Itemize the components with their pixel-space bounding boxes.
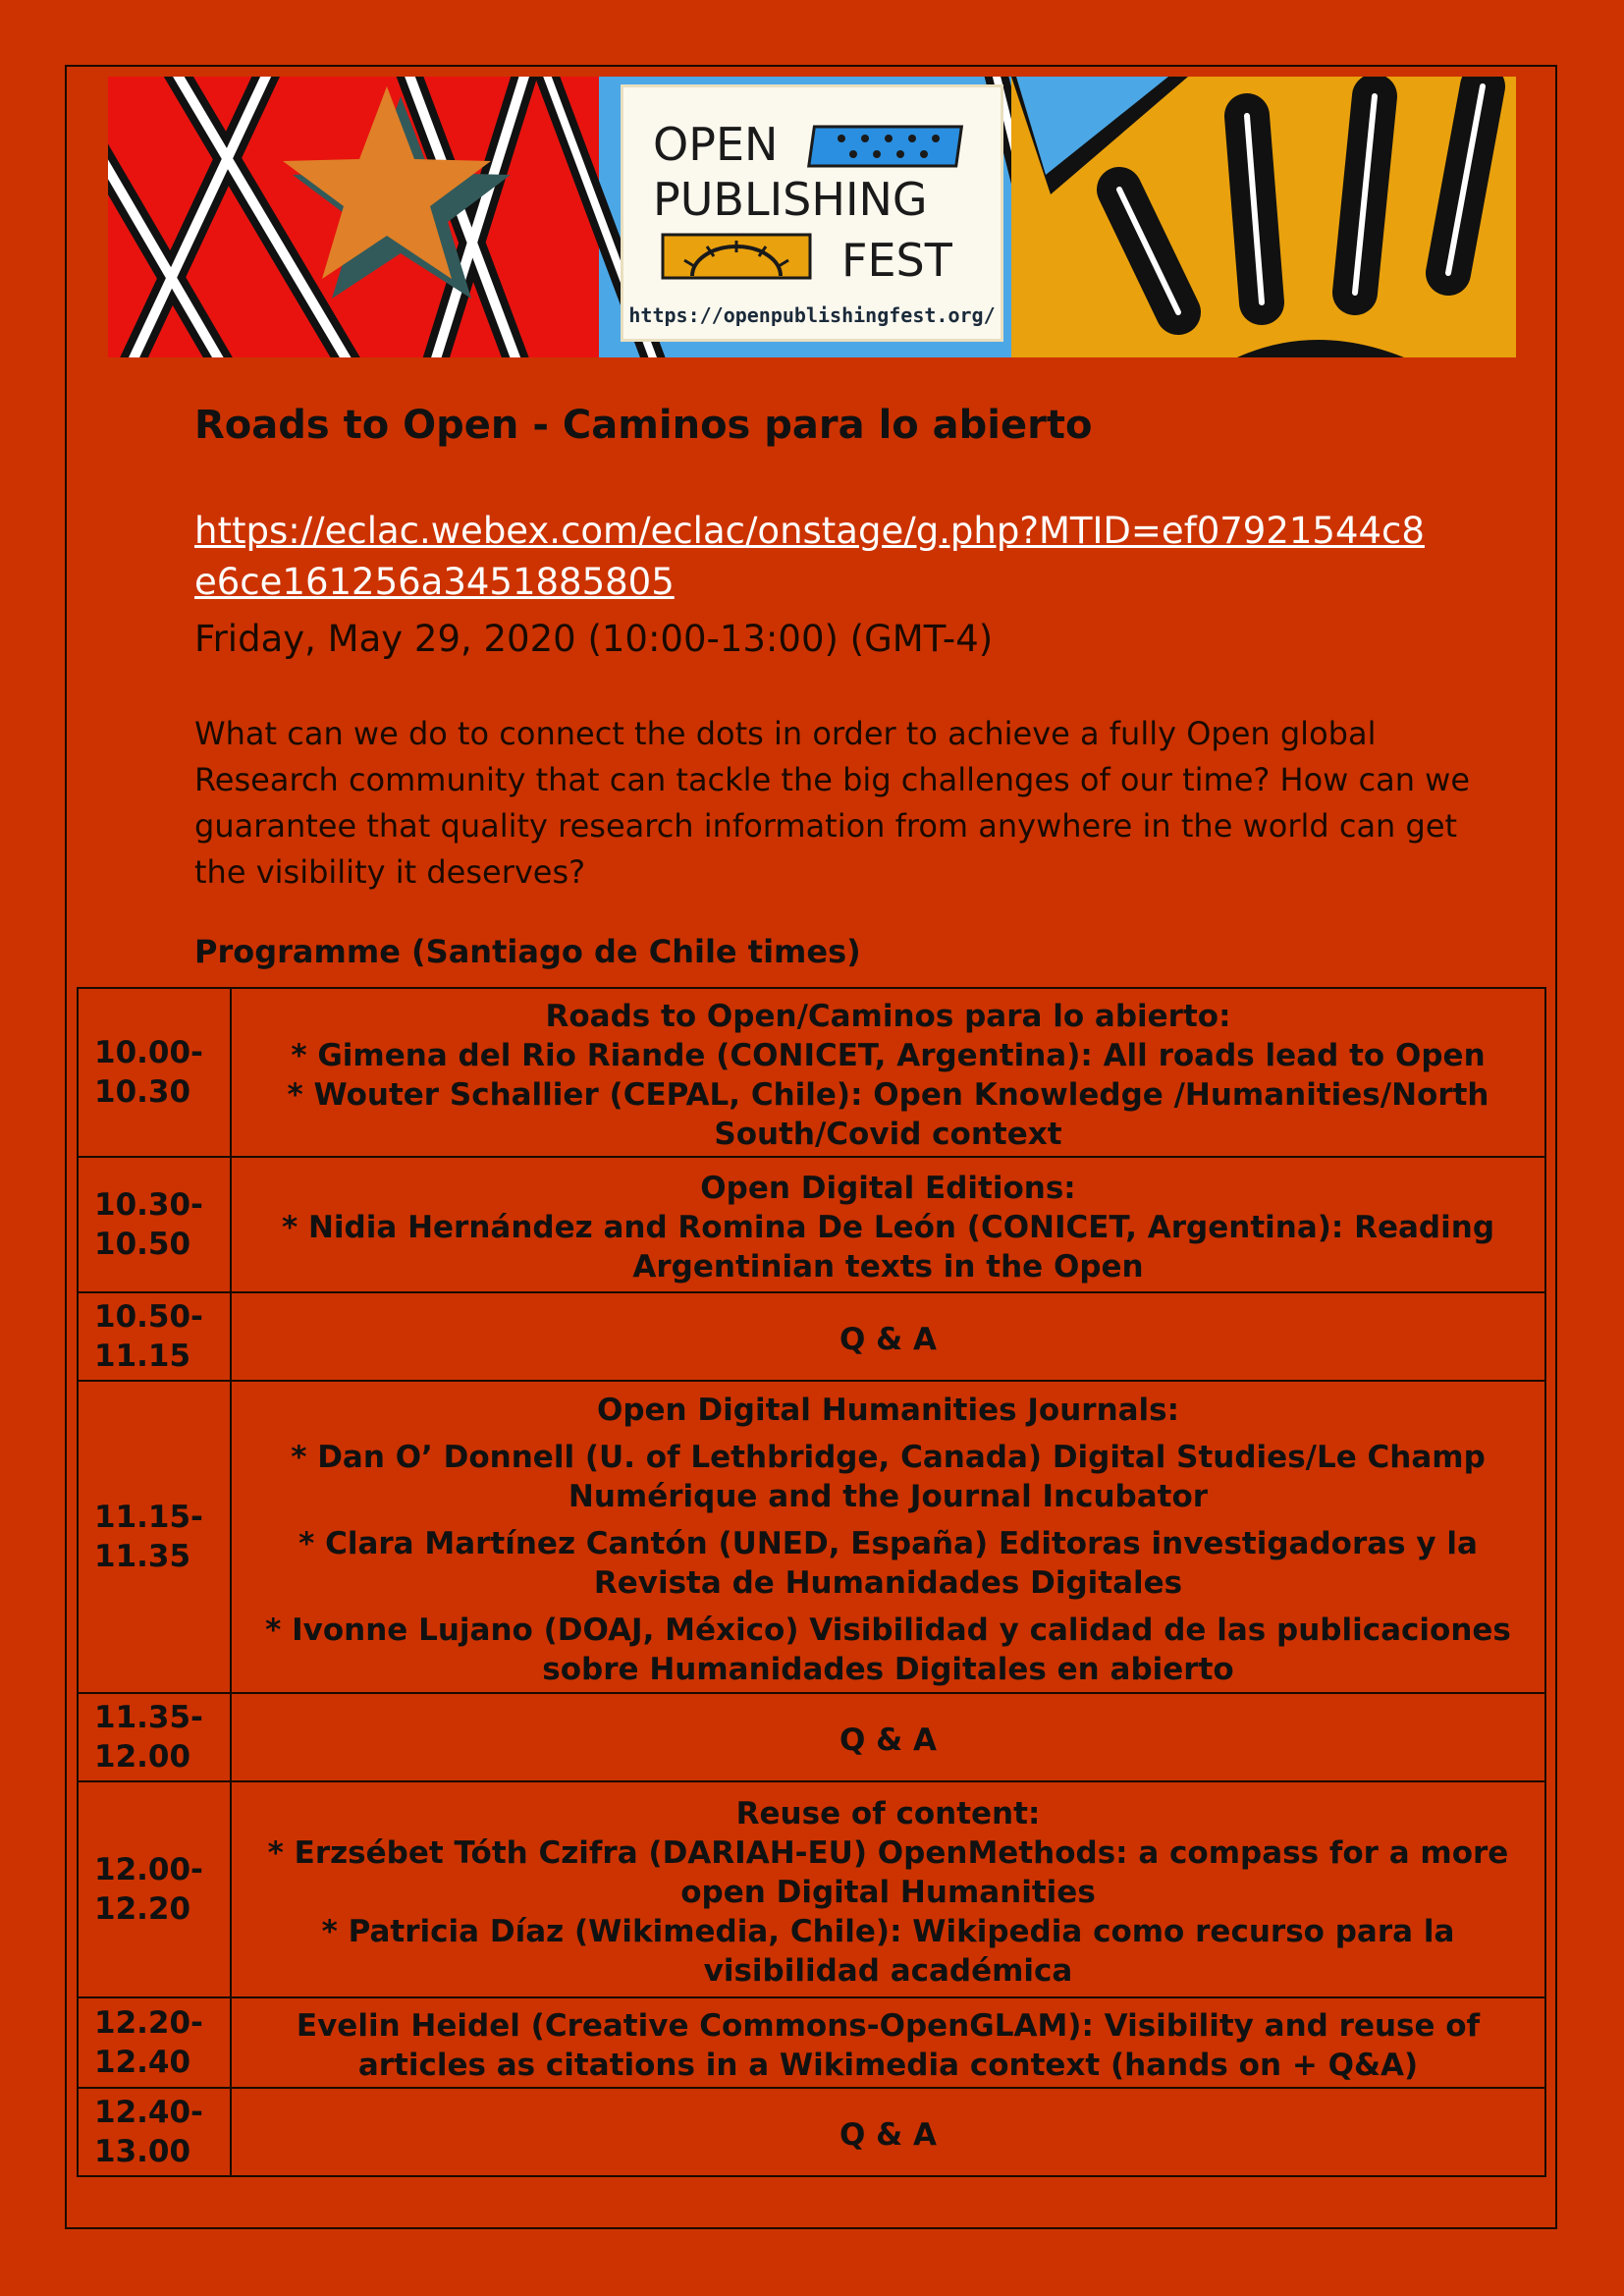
session-item: * Erzsébet Tóth Czifra (DARIAH-EU) OpenMethods: a compass for a more open Digital Humanities	[267, 1835, 1509, 1910]
programme-time	[78, 2088, 231, 2176]
programme-time-part: 12.00	[94, 1739, 191, 1775]
session-item: Q & A	[839, 2117, 937, 2153]
session-item: * Clara Martínez Cantón (UNED, España) Editoras investigadoras y la Revista de Humanidades Digitales	[298, 1526, 1478, 1601]
session-item: * Ivonne Lujano (DOAJ, México) Visibilidad y calidad de las publicaciones sobre Humanidades Digitales en abierto	[265, 1613, 1511, 1687]
logo-word-fest: FEST	[841, 234, 952, 287]
session-item: * Gimena del Rio Riande (CONICET, Argentina): All roads lead to Open	[291, 1038, 1486, 1073]
programme-row	[78, 2088, 1545, 2176]
logo-word-open: OPEN	[653, 118, 779, 171]
programme-table	[77, 987, 1546, 2177]
programme-time	[78, 1781, 231, 1997]
programme-time-part: 12.20	[94, 1891, 191, 1927]
session-title: Reuse of content:	[735, 1796, 1041, 1831]
programme-time-part: 12.40-	[94, 2095, 203, 2130]
programme-time	[78, 1997, 231, 2088]
programme-time-part: 11.35	[94, 1539, 191, 1574]
programme-session	[231, 1381, 1545, 1693]
event-title: Roads to Open - Caminos para lo abierto	[194, 403, 1093, 448]
event-banner	[108, 77, 1516, 357]
programme-time	[78, 1693, 231, 1781]
session-item: * Dan O’ Donnell (U. of Lethbridge, Canada) Digital Studies/Le Champ Numérique and the Journal Incubator	[291, 1440, 1486, 1514]
programme-time-part: 11.15-	[94, 1500, 203, 1535]
logo-artwork	[623, 87, 1001, 339]
session-item: Q & A	[839, 1722, 937, 1758]
programme-row	[78, 1781, 1545, 1997]
programme-time-part: 10.50	[94, 1227, 191, 1262]
programme-time-part: 10.30	[94, 1074, 191, 1110]
programme-time-part: 12.20-	[94, 2005, 203, 2041]
session-title: Open Digital Editions:	[700, 1171, 1076, 1206]
programme-time-part: 10.00-	[94, 1035, 203, 1070]
programme-time-part: 11.15	[94, 1339, 191, 1374]
programme-time-part: 12.40	[94, 2045, 191, 2080]
programme-time	[78, 988, 231, 1157]
programme-time-part: 10.30-	[94, 1187, 203, 1223]
session-item: Q & A	[839, 1322, 937, 1357]
programme-row	[78, 988, 1545, 1157]
session-item: Evelin Heidel (Creative Commons-OpenGLAM): Visibility and reuse of articles as citations in a Wikimedia context (hands on + Q&A)	[296, 2008, 1481, 2083]
event-date: Friday, May 29, 2020 (10:00-13:00) (GMT-4)	[194, 618, 994, 660]
programme-table-body	[78, 988, 1545, 2176]
session-item: * Nidia Hernández and Romina De León (CONICET, Argentina): Reading Argentinian texts in the Open	[281, 1210, 1495, 1285]
programme-time-part: 11.35-	[94, 1700, 203, 1735]
programme-time	[78, 1157, 231, 1292]
programme-row	[78, 1292, 1545, 1381]
programme-row	[78, 1693, 1545, 1781]
programme-time-part: 12.00-	[94, 1852, 203, 1887]
session-item: * Wouter Schallier (CEPAL, Chile): Open Knowledge /Humanities/North South/Covid context	[287, 1077, 1489, 1152]
programme-heading: Programme (Santiago de Chile times)	[194, 933, 861, 970]
session-title: Roads to Open/Caminos para lo abierto:	[545, 999, 1231, 1034]
programme-row	[78, 1157, 1545, 1292]
programme-session	[231, 1997, 1545, 2088]
logo-url[interactable]: https://openpublishingfest.org/	[628, 303, 996, 327]
programme-session	[231, 2088, 1545, 2176]
programme-session	[231, 1292, 1545, 1381]
session-title: Open Digital Humanities Journals:	[596, 1393, 1180, 1428]
programme-session	[231, 1693, 1545, 1781]
programme-row	[78, 1997, 1545, 2088]
programme-time	[78, 1381, 231, 1693]
programme-session	[231, 988, 1545, 1157]
webex-link[interactable]: https://eclac.webex.com/eclac/onstage/g.php?MTID=ef07921544c8e6ce161256a3451885805	[194, 510, 1425, 603]
programme-time	[78, 1292, 231, 1381]
session-item: * Patricia Díaz (Wikimedia, Chile): Wikipedia como recurso para la visibilidad académica	[321, 1914, 1455, 1989]
programme-time-part: 10.50-	[94, 1299, 203, 1335]
event-description: What can we do to connect the dots in order to achieve a fully Open global Research community that can tackle the big challenges of our time? How can we guarantee that quality research information from anywhere in the world can get the visibility it deserves?	[194, 715, 1471, 891]
logo-word-publishing: PUBLISHING	[653, 173, 928, 226]
logo-blue-band	[809, 127, 962, 166]
open-publishing-fest-logo	[621, 84, 1003, 342]
programme-row	[78, 1381, 1545, 1693]
programme-session	[231, 1781, 1545, 1997]
programme-session	[231, 1157, 1545, 1292]
programme-time-part: 13.00	[94, 2134, 191, 2169]
